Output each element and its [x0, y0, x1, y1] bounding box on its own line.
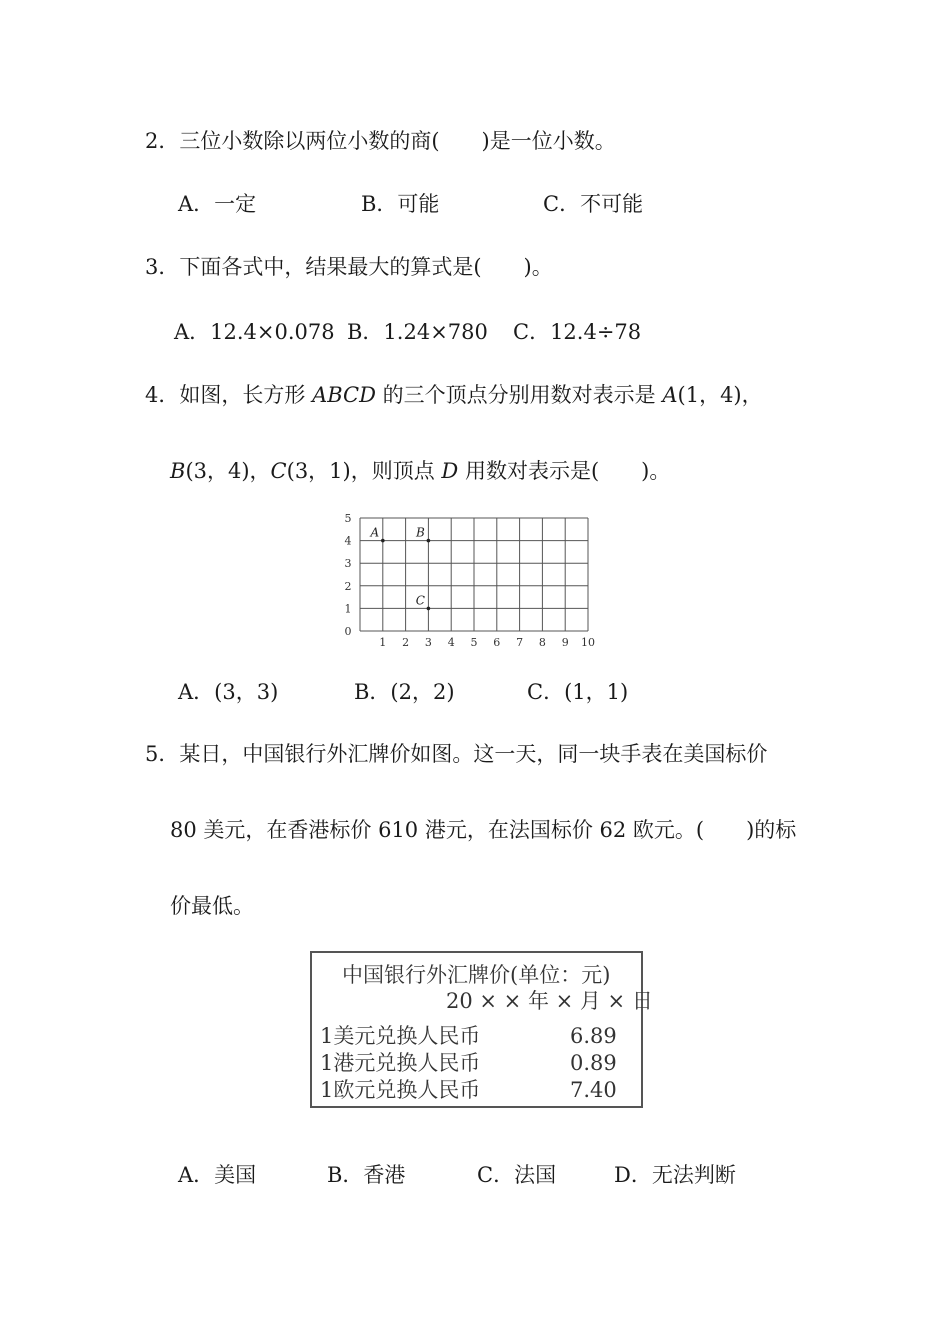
x-tick-label: 8 — [538, 636, 546, 649]
x-tick-label: 4 — [447, 636, 455, 649]
q3-stem: 3．下面各式中，结果最大的算式是( )。 — [145, 255, 553, 279]
exchange-table-title: 中国银行外汇牌价(单位：元) — [342, 963, 611, 987]
q2-option-a[interactable]: A．一定 — [178, 192, 257, 216]
x-tick-label: 5 — [470, 636, 478, 649]
q4-d-label: D — [441, 459, 459, 483]
q4-stem-line2 — [170, 461, 670, 482]
q4-stem-mid: 的三个顶点分别用数对表示是 — [382, 383, 656, 407]
exchange-row-hkd-value: 0.89 — [570, 1051, 617, 1075]
coordinate-grid — [340, 510, 604, 650]
exchange-row-hkd-label: 1港元兑换人民币 — [320, 1051, 481, 1075]
q4-a-label: A — [662, 383, 678, 407]
x-tick-label: 2 — [402, 636, 410, 649]
q4-stem-end: 用数对表示是( )。 — [464, 459, 671, 483]
q5-option-d[interactable]: D．无法判断 — [614, 1163, 736, 1187]
exchange-row-eur-value: 7.40 — [570, 1078, 617, 1102]
point-label-A: A — [370, 525, 380, 540]
y-tick-label: 5 — [344, 512, 352, 525]
exchange-row-eur-label: 1欧元兑换人民币 — [320, 1078, 481, 1102]
q4-c-coord: (3，1)，则顶点 — [286, 459, 435, 483]
point-label-B: B — [415, 525, 425, 540]
q3-option-c[interactable]: C．12.4÷78 — [513, 320, 642, 344]
q5-option-b[interactable]: B．香港 — [327, 1163, 406, 1187]
q5-stem-line3: 价最低。 — [170, 894, 254, 918]
y-tick-label: 3 — [344, 557, 352, 571]
exchange-table-date: 20 × × 年 × 月 × 日 — [446, 989, 653, 1013]
q4-b-label: B — [170, 459, 186, 483]
exchange-rate-table — [310, 951, 653, 1108]
q3-option-b[interactable]: B．1.24×780 — [347, 320, 488, 344]
q3-option-a[interactable]: A．12.4×0.078 — [174, 320, 335, 344]
q2-stem: 2．三位小数除以两位小数的商( )是一位小数。 — [145, 129, 616, 153]
exchange-row-usd-label: 1美元兑换人民币 — [320, 1024, 481, 1048]
y-tick-label: 2 — [344, 579, 352, 593]
point-A — [381, 539, 385, 543]
x-tick-label: 9 — [561, 636, 569, 649]
q5-stem-line2: 80 美元，在香港标价 610 港元，在法国标价 62 欧元。( )的标 — [170, 818, 797, 842]
q4-c-label: C — [270, 459, 287, 483]
q4-stem-prefix: 4．如图，长方形 — [145, 383, 306, 407]
q4-b-coord: (3，4)， — [185, 459, 271, 483]
q4-option-c[interactable]: C．(1，1) — [527, 680, 629, 704]
q5-option-c[interactable]: C．法国 — [477, 1163, 557, 1187]
x-tick-label: 3 — [424, 636, 432, 649]
x-tick-label: 6 — [493, 636, 501, 649]
point-B — [427, 539, 431, 543]
y-tick-label: 0 — [344, 625, 352, 638]
q2-option-c[interactable]: C．不可能 — [543, 192, 644, 216]
y-tick-label: 1 — [344, 602, 352, 616]
q4-a-coord: (1，4)， — [677, 383, 763, 407]
point-label-C: C — [415, 593, 425, 608]
q4-option-a[interactable]: A．(3，3) — [178, 680, 279, 704]
x-tick-label: 10 — [581, 636, 595, 649]
x-tick-label: 7 — [516, 636, 524, 649]
q4-option-b[interactable]: B．(2，2) — [354, 680, 455, 704]
exchange-row-usd-value: 6.89 — [570, 1024, 617, 1048]
q5-option-a[interactable]: A．美国 — [178, 1163, 257, 1187]
q4-stem-line1 — [145, 385, 763, 406]
x-tick-label: 1 — [379, 636, 387, 649]
q4-rect-name: ABCD — [312, 383, 376, 407]
q2-option-b[interactable]: B．可能 — [361, 192, 440, 216]
q5-stem-line1: 5．某日，中国银行外汇牌价如图。这一天，同一块手表在美国标价 — [145, 742, 768, 766]
point-C — [427, 607, 431, 611]
y-tick-label: 4 — [344, 534, 352, 548]
